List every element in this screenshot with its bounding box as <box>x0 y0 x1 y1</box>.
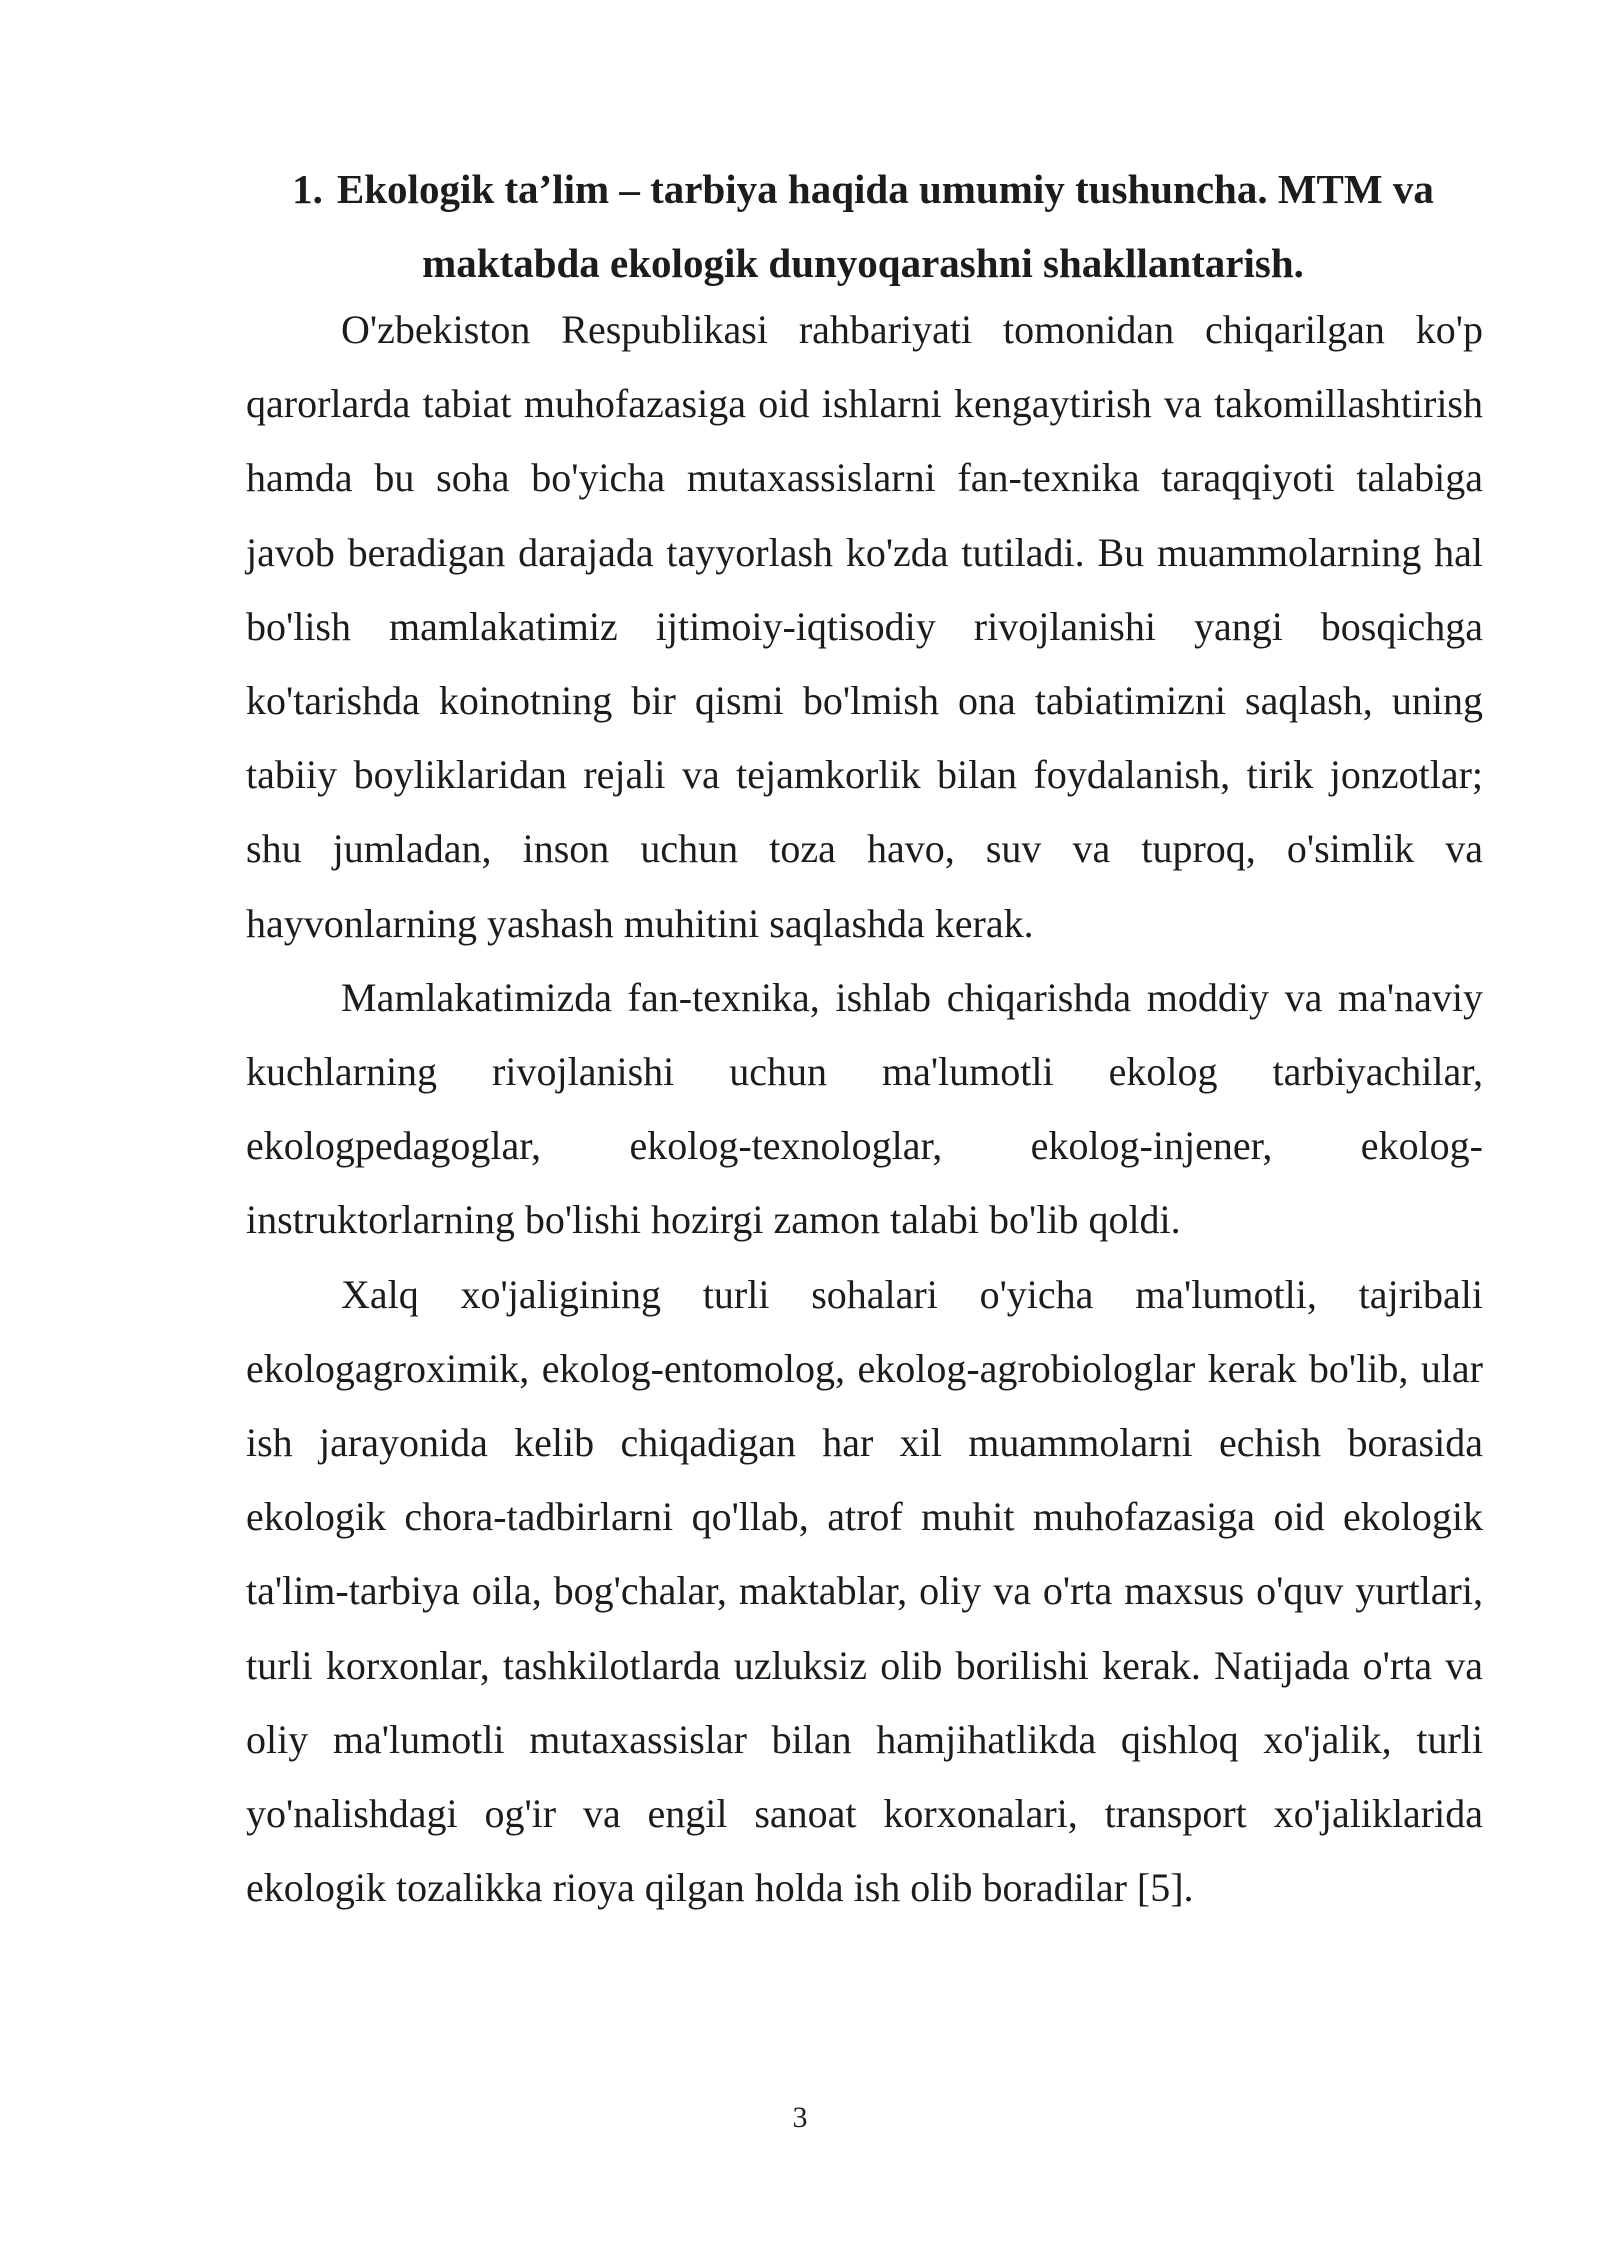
section-title: Ekologik ta’lim – tarbiya haqida umumiy tushuncha. MTM va maktabda ekologik dunyoqarashni shakllantarish. <box>336 166 1434 286</box>
paragraph-3: Xalq xo'jaligining turli sohalari o'yicha ma'lumotli, tajribali ekologagroximik, ekolog-entomolog, ekolog-agrobiologlar kerak bo'lib, ular ish jarayonida kelib chiqadigan har xil muammolarni echish borasida ekologik chora-tadbirlarni qo'llab, atrof muhit muhofazasiga oid ekologik ta'lim-tarbiya oila, bog'chalar, maktablar, oliy va o'rta maxsus o'quv yurtlari, turli korxonlar, tashkilotlarda uzluksiz olib borilishi kerak. Natijada o'rta va oliy ma'lumotli mutaxassislar bilan hamjihatlikda qishloq xo'jalik, turli yo'nalishdagi og'ir va engil sanoat korxonalari, transport xo'jaliklarida ekologik tozalikka rioya qilgan holda ish olib boradilar [5]. <box>246 1271 1483 1911</box>
body-text <box>246 293 1483 1925</box>
paragraph-1: O'zbekiston Respublikasi rahbariyati tomonidan chiqarilgan ko'p qarorlarda tabiat muhofazasiga oid ishlarni kengaytirish va takomillashtirish hamda bu soha bo'yicha mutaxassislarni fan-texnika taraqqiyoti talabiga javob beradigan darajada tayyorlash ko'zda tutiladi. Bu muammolarning hal bo'lish mamlakatimiz ijtimoiy-iqtisodiy rivojlanishi yangi bosqichga ko'tarishda koinotning bir qismi bo'lmish ona tabiatimizni saqlash, uning tabiiy boyliklaridan rejali va tejamkorlik bilan foydalanish, tirik jonzotlar; shu jumladan, inson uchun toza havo, suv va tuproq, o'simlik va hayvonlarning yashash muhitini saqlashda kerak. <box>246 307 1483 946</box>
page-number: 3 <box>792 2101 808 2134</box>
paragraph-2: Mamlakatimizda fan-texnika, ishlab chiqarishda moddiy va ma'naviy kuchlarning rivojlanishi uchun ma'lumotli ekolog tarbiyachilar, ekologpedagoglar, ekolog-texnologlar, ekolog-injener, ekolog-instruktorlarning bo'lishi hozirgi zamon talabi bo'lib qoldi. <box>246 974 1483 1243</box>
section-heading <box>243 152 1483 300</box>
section-number: 1. <box>292 166 323 212</box>
